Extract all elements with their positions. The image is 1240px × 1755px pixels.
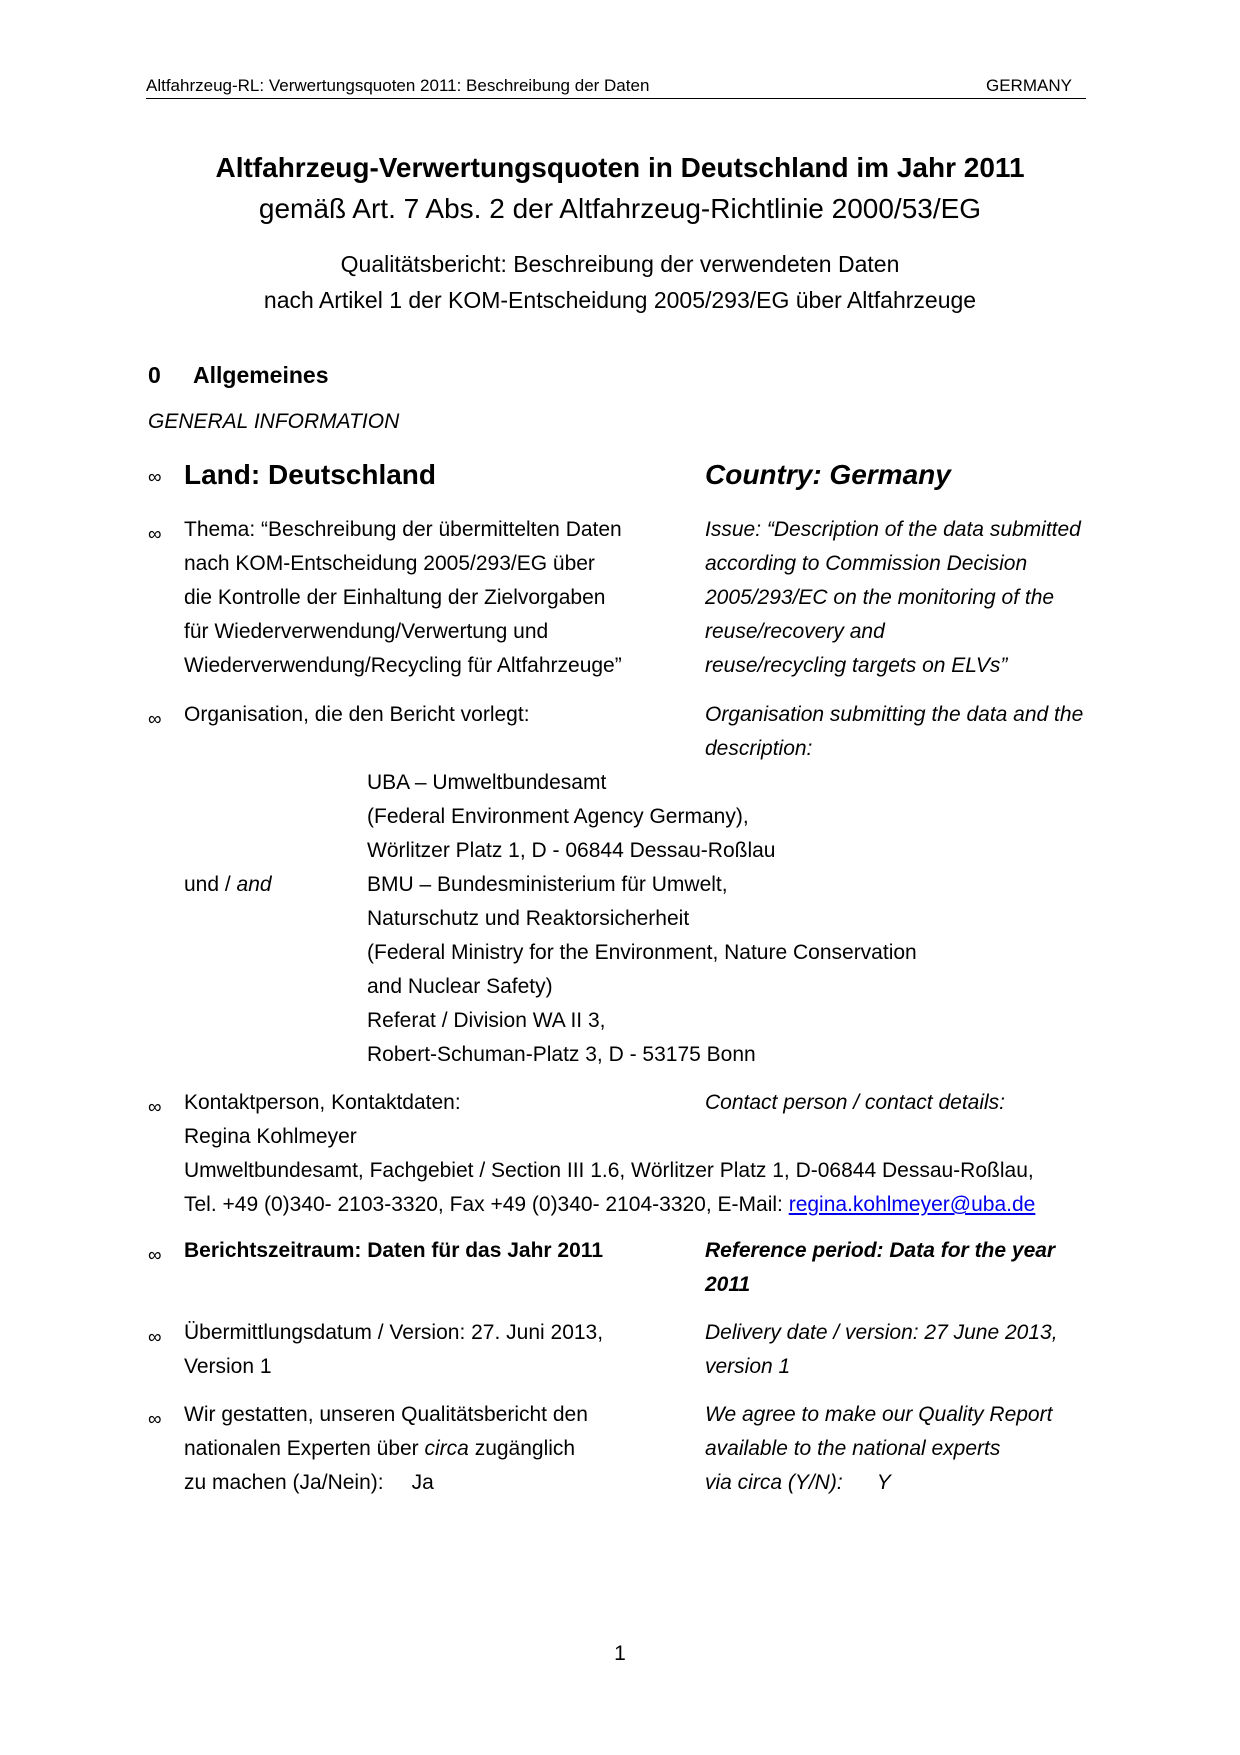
delivery-date-de-line: Übermittlungsdatum / Version: 27. Juni 2013, xyxy=(184,1321,604,1344)
and-label-en: and xyxy=(236,873,272,896)
organisation-line: and Nuclear Safety) xyxy=(367,975,553,998)
section-number: 0 xyxy=(148,362,161,388)
consent-en-line: available to the national experts xyxy=(705,1437,1001,1460)
organisation-de: Organisation, die den Bericht vorlegt: xyxy=(184,703,530,726)
topic-de-line: nach KOM-Entscheidung 2005/293/EG über xyxy=(184,552,595,575)
organisation-line: UBA – Umweltbundesamt xyxy=(367,771,607,794)
country-de: Land: Deutschland xyxy=(184,459,437,490)
organisation-line: (Federal Environment Agency Germany), xyxy=(367,805,749,828)
header-rule xyxy=(146,98,1086,99)
report-description xyxy=(0,246,1240,318)
topic-de-line: Thema: “Beschreibung der übermittelten Daten xyxy=(184,518,622,541)
reference-period-de: Berichtszeitraum: Daten für das Jahr 2011 xyxy=(184,1239,603,1262)
reference-period-en xyxy=(705,1234,1055,1302)
organisation-line: Robert-Schuman-Platz 3, D - 53175 Bonn xyxy=(367,1043,756,1066)
organisation-en-line: description: xyxy=(705,737,813,760)
consent-de-circa: circa xyxy=(424,1437,469,1460)
consent-en-line: We agree to make our Quality Report xyxy=(705,1403,1053,1426)
contact-phone-line xyxy=(184,1188,1035,1222)
and-label-de: und / xyxy=(184,873,237,896)
consent-de-text: zugänglich xyxy=(468,1437,576,1460)
topic-de xyxy=(184,513,622,683)
bullet-icon: ∞ xyxy=(148,1327,162,1348)
document-subtitle: gemäß Art. 7 Abs. 2 der Altfahrzeug-Richtlinie 2000/53/EG xyxy=(258,193,982,224)
delivery-date-de-line: Version 1 xyxy=(184,1355,272,1378)
bullet-icon: ∞ xyxy=(148,524,162,545)
topic-en-line: reuse/recycling targets on ELVs” xyxy=(705,654,1008,677)
topic-en-line: 2005/293/EC on the monitoring of the xyxy=(705,586,1055,609)
bullet-icon: ∞ xyxy=(148,1097,162,1118)
topic-en-line: according to Commission Decision xyxy=(705,552,1028,575)
consent-en xyxy=(705,1398,1052,1500)
organisation-line: BMU – Bundesministerium für Umwelt, xyxy=(367,873,728,896)
organisation-line: Referat / Division WA II 3, xyxy=(367,1009,606,1032)
bullet-icon: ∞ xyxy=(148,1409,162,1430)
contact-en: Contact person / contact details: xyxy=(705,1091,1005,1114)
organisation-line: Wörlitzer Platz 1, D - 06844 Dessau-Roßlau xyxy=(367,839,776,862)
consent-de-text: nationalen Experten über xyxy=(184,1437,425,1460)
delivery-date-en-line: version 1 xyxy=(705,1355,791,1378)
topic-en-line: reuse/recovery and xyxy=(705,620,885,643)
consent-de-line: Wir gestatten, unseren Qualitätsbericht den xyxy=(184,1403,588,1426)
topic-en xyxy=(705,513,1081,683)
consent-en-question: via circa (Y/N): xyxy=(705,1471,843,1494)
contact-de: Kontaktperson, Kontaktdaten: xyxy=(184,1091,461,1114)
organisation-line: Naturschutz und Reaktorsicherheit xyxy=(367,907,690,930)
delivery-date-en-line: Delivery date / version: 27 June 2013, xyxy=(705,1321,1058,1344)
consent-de-answer: Ja xyxy=(411,1471,434,1494)
contact-phone: Tel. +49 (0)340- 2103-3320, Fax +49 (0)340- 2104-3320, E-Mail: xyxy=(184,1193,789,1216)
topic-de-line: die Kontrolle der Einhaltung der Zielvorgaben xyxy=(184,586,606,609)
consent-de-line xyxy=(184,1466,588,1500)
contact-address: Umweltbundesamt, Fachgebiet / Section III 1.6, Wörlitzer Platz 1, D-06844 Dessau-Roßlau, xyxy=(184,1159,1034,1182)
section-subtitle-en: GENERAL INFORMATION xyxy=(148,410,400,433)
organisation-en-line: Organisation submitting the data and the xyxy=(705,703,1084,726)
report-description-line-2: nach Artikel 1 der KOM-Entscheidung 2005/293/EG über Altfahrzeuge xyxy=(263,287,977,313)
section-title: Allgemeines xyxy=(193,362,329,388)
bullet-icon: ∞ xyxy=(148,467,162,488)
consent-de-line xyxy=(184,1432,588,1466)
topic-en-line: Issue: “Description of the data submitted xyxy=(705,518,1081,541)
consent-de xyxy=(184,1398,588,1500)
document-title: Altfahrzeug-Verwertungsquoten in Deutschland im Jahr 2011 xyxy=(215,152,1025,183)
country-en: Country: Germany xyxy=(705,459,951,490)
consent-de-question: zu machen (Ja/Nein): xyxy=(184,1471,384,1494)
page-number: 1 xyxy=(614,1642,626,1665)
running-header-title: Altfahrzeug-RL: Verwertungsquoten 2011: Beschreibung der Daten xyxy=(146,76,650,95)
contact-name: Regina Kohlmeyer xyxy=(184,1125,357,1148)
organisation-line: (Federal Ministry for the Environment, Nature Conservation xyxy=(367,941,917,964)
delivery-date-de xyxy=(184,1316,603,1384)
and-label xyxy=(184,868,272,902)
consent-en-line xyxy=(705,1466,1052,1500)
delivery-date-en xyxy=(705,1316,1058,1384)
bullet-icon: ∞ xyxy=(148,709,162,730)
topic-de-line: Wiederverwendung/Recycling für Altfahrzeuge” xyxy=(184,654,622,677)
contact-email-link[interactable]: regina.kohlmeyer@uba.de xyxy=(788,1193,1036,1216)
running-header-country: GERMANY xyxy=(986,76,1072,95)
consent-en-answer: Y xyxy=(876,1471,891,1494)
topic-de-line: für Wiederverwendung/Verwertung und xyxy=(184,620,549,643)
organisation-en xyxy=(705,698,1083,766)
reference-period-en-line: Reference period: Data for the year xyxy=(705,1239,1056,1262)
reference-period-en-line: 2011 xyxy=(705,1273,751,1296)
organisation-details xyxy=(367,766,917,1072)
report-description-line-1: Qualitätsbericht: Beschreibung der verwendeten Daten xyxy=(340,251,900,277)
bullet-icon: ∞ xyxy=(148,1245,162,1266)
